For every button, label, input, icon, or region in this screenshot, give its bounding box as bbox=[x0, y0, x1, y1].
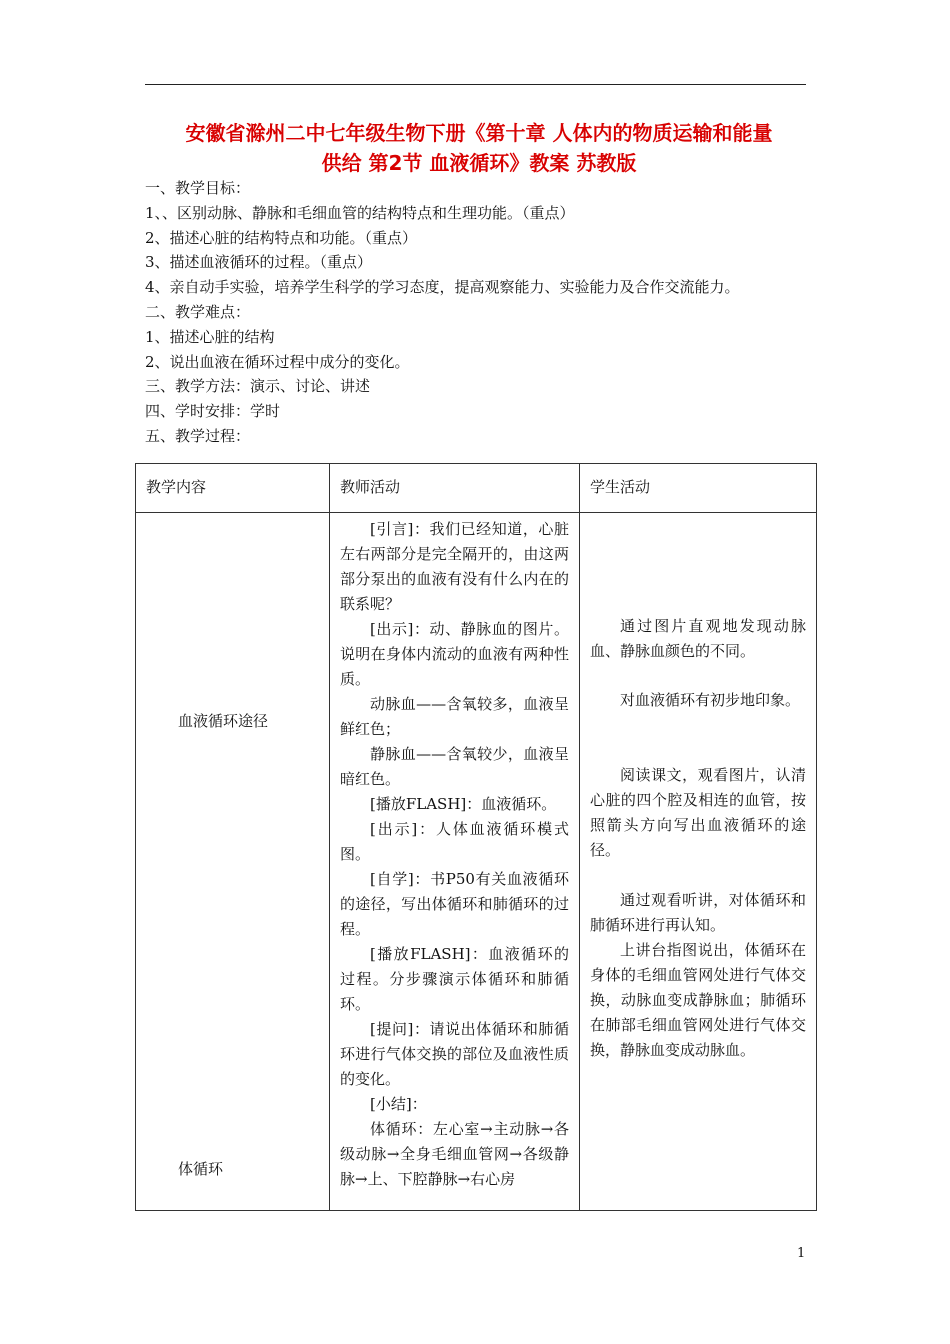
outline-line: 三、教学方法：演示、讨论、讲述 bbox=[145, 377, 371, 396]
teacher-paragraph: [提问]：请说出体循环和肺循环进行气体交换的部位及血液性质的变化。 bbox=[340, 1020, 569, 1088]
header-teacher: 教师活动 bbox=[340, 478, 401, 496]
outline-line: 4、亲自动手实验，培养学生科学的学习态度，提高观察能力、实验能力及合作交流能力。 bbox=[145, 278, 740, 297]
teacher-paragraph: [出示]：人体血液循环模式图。 bbox=[340, 820, 569, 863]
title-line-1: 安徽省滁州二中七年级生物下册《第十章 人体内的物质运输和能量 bbox=[185, 121, 773, 145]
content-cell bbox=[136, 513, 330, 1211]
student-paragraph: 通过图片直观地发现动脉血、静脉血颜色的不同。 bbox=[590, 617, 806, 660]
table-header-row bbox=[136, 464, 817, 513]
document-title bbox=[145, 118, 813, 178]
teacher-paragraph: 静脉血——含氧较少，血液呈暗红色。 bbox=[340, 745, 569, 788]
outline-line: 五、教学过程： bbox=[145, 426, 251, 445]
outline-line: 3、描述血液循环的过程。（重点） bbox=[145, 253, 373, 272]
teacher-paragraph: [小结]： bbox=[370, 1095, 427, 1113]
header-cell bbox=[136, 464, 330, 513]
teacher-paragraph: [自学]：书P50有关血液循环的途径，写出体循环和肺循环的过程。 bbox=[340, 870, 569, 938]
outline-line: 一、教学目标： bbox=[145, 179, 251, 197]
header-rule bbox=[145, 84, 806, 85]
teacher-paragraph: [引言]：我们已经知道，心脏左右两部分是完全隔开的，由这两部分泵出的血液有没有什么内在的联系呢？ bbox=[340, 520, 569, 613]
teacher-paragraph: 动脉血——含氧较多，血液呈鲜红色； bbox=[340, 695, 569, 738]
outline-line: 四、学时安排：学时 bbox=[145, 402, 281, 421]
header-student: 学生活动 bbox=[590, 478, 651, 496]
student-cell bbox=[580, 513, 817, 1211]
lesson-outline bbox=[145, 176, 815, 449]
outline-line: 1、描述心脏的结构 bbox=[145, 327, 275, 346]
teacher-paragraph: [出示]：动、静脉血的图片。说明在身体内流动的血液有两种性质。 bbox=[340, 620, 569, 688]
table-row bbox=[136, 513, 817, 1211]
outline-line: 2、描述心脏的结构特点和功能。（重点） bbox=[145, 228, 418, 247]
student-paragraph: 对血液循环有初步地印象。 bbox=[620, 691, 801, 709]
teacher-paragraph: 体循环：左心室→主动脉→各级动脉→全身毛细血管网→各级静脉→上、下腔静脉→右心房 bbox=[340, 1120, 569, 1188]
student-paragraph: 通过观看听讲，对体循环和肺循环进行再认知。 bbox=[590, 891, 806, 934]
outline-line: 1、、区别动脉、静脉和毛细血管的结构特点和生理功能。（重点） bbox=[145, 203, 575, 222]
teacher-paragraph: [播放FLASH]：血液循环的过程。分步骤演示体循环和肺循环。 bbox=[340, 945, 569, 1013]
teacher-paragraph: [播放FLASH]：血液循环。 bbox=[370, 795, 557, 813]
outline-line: 2、说出血液在循环过程中成分的变化。 bbox=[145, 352, 410, 371]
student-paragraph: 阅读课文，观看图片，认清心脏的四个腔及相连的血管，按照箭头方向写出血液循环的途径。 bbox=[590, 766, 806, 859]
label-systemic-circulation: 体循环 bbox=[178, 1160, 224, 1178]
label-circulation-path: 血液循环途径 bbox=[178, 712, 269, 730]
title-line-2: 供给 第2节 血液循环》教案 苏教版 bbox=[321, 151, 637, 175]
page-number: 1 bbox=[797, 1246, 806, 1261]
teacher-cell bbox=[330, 513, 580, 1211]
header-cell bbox=[330, 464, 580, 513]
student-paragraph: 上讲台指图说出，体循环在身体的毛细血管网处进行气体交换，动脉血变成静脉血；肺循环在肺部毛细血管网处进行气体交换，静脉血变成动脉血。 bbox=[590, 941, 806, 1059]
header-content: 教学内容 bbox=[146, 478, 207, 496]
lesson-table bbox=[135, 463, 817, 1211]
outline-line: 二、教学难点： bbox=[145, 302, 251, 321]
header-cell bbox=[580, 464, 817, 513]
